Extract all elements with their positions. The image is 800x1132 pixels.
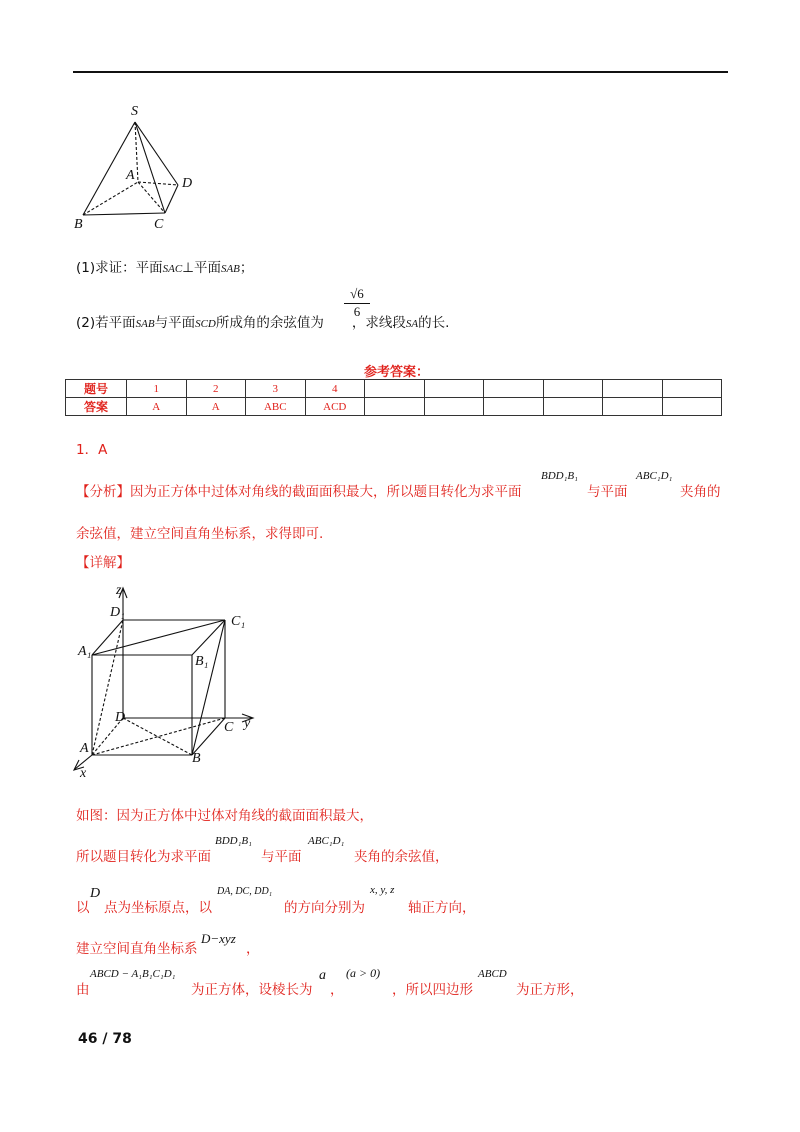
- number-cell: 3: [246, 380, 306, 398]
- para2-text-c: 夹角的余弦值，: [354, 849, 449, 865]
- label-d: D: [115, 710, 126, 725]
- number-cell: [603, 380, 663, 398]
- page-number: 46 / 78: [78, 1031, 132, 1047]
- table-row: [66, 380, 722, 398]
- para3-math3: x, y, z: [370, 884, 395, 896]
- answer-table: [65, 379, 722, 416]
- para3-math2: DA, DC, DD₁: [217, 886, 273, 897]
- para5-math1: ABCD − A₁B₁C₁D₁: [90, 968, 176, 980]
- cosine-fraction: $\frac{√6}{6}$: [344, 286, 370, 320]
- label-s: S: [131, 104, 138, 119]
- number-cell: [543, 380, 603, 398]
- analysis-text3: 夹角的: [680, 484, 721, 500]
- analysis-line2: 余弦值，建立空间直角坐标系，求得即可.: [76, 526, 324, 542]
- solution-para3: 以: [76, 900, 90, 916]
- answer-cell: ABC: [246, 398, 306, 416]
- para5-math4: ABCD: [478, 968, 507, 980]
- number-cell: [484, 380, 544, 398]
- number-cell: [424, 380, 484, 398]
- para5-math2: a: [319, 968, 326, 983]
- header-cell: 题号: [66, 380, 127, 398]
- label-a: A: [126, 168, 135, 183]
- label-x: x: [80, 766, 87, 781]
- answer-cell: ACD: [305, 398, 365, 416]
- label-a1: A₁: [78, 644, 92, 659]
- detail-tag: 【详解】: [76, 555, 130, 571]
- para3-text-c: 的方向分别为: [284, 900, 365, 916]
- label-z: z: [116, 583, 122, 598]
- number-cell: [662, 380, 722, 398]
- question-part1: (1)求证：平面SAC⊥平面SAB；: [76, 260, 254, 276]
- answer-cell: [424, 398, 484, 416]
- number-cell: [365, 380, 425, 398]
- para4-text-b: ，: [246, 941, 260, 957]
- solution-item: 1．A: [76, 442, 108, 458]
- solution-para2: 所以题目转化为求平面: [76, 849, 211, 865]
- label-d: D: [182, 176, 193, 191]
- answer-cell: A: [186, 398, 246, 416]
- analysis-text2: 与平面: [587, 484, 628, 500]
- solution-para1: 如图：因为正方体中过体对角线的截面面积最大，: [76, 808, 373, 824]
- para2-math2: ABC₁D₁: [308, 835, 345, 847]
- number-cell: 2: [186, 380, 246, 398]
- label-d1: D₁: [110, 605, 125, 620]
- para3-math1: D: [90, 886, 101, 901]
- answer-cell: [603, 398, 663, 416]
- analysis-math2: ABC₁D₁: [636, 470, 673, 482]
- answer-cell: [365, 398, 425, 416]
- label-b1: B₁: [195, 654, 209, 669]
- header-cell: 答案: [66, 398, 127, 416]
- cube-figure: [70, 582, 270, 782]
- analysis-line1: 【分析】因为正方体中过体对角线的截面面积最大，所以题目转化为求平面: [76, 484, 522, 500]
- analysis-math1: BDD₁B₁: [541, 470, 578, 482]
- label-y: y: [244, 716, 251, 731]
- header-rule: [73, 71, 728, 73]
- label-b: B: [192, 751, 201, 766]
- label-c1: C₁: [231, 614, 246, 629]
- label-c: C: [154, 217, 164, 232]
- number-cell: 1: [127, 380, 187, 398]
- para5-text-b: 为正方体，设棱长为: [191, 982, 313, 998]
- para2-math1: BDD₁B₁: [215, 835, 252, 847]
- solution-para4: 建立空间直角坐标系: [76, 941, 198, 957]
- para5-text-c: ，: [330, 982, 344, 998]
- label-b: B: [74, 217, 83, 232]
- label-c: C: [224, 720, 234, 735]
- answer-cell: A: [127, 398, 187, 416]
- answers-title: 参考答案：: [364, 365, 430, 380]
- answer-cell: [662, 398, 722, 416]
- answer-cell: [484, 398, 544, 416]
- answer-cell: [543, 398, 603, 416]
- para2-text-b: 与平面: [261, 849, 302, 865]
- question-part2: (2)若平面SAB与平面SCD所成角的余弦值为 ，求线段SA的长.: [76, 315, 450, 331]
- para3-text-d: 轴正方向，: [408, 900, 476, 916]
- para3-text-b: 点为坐标原点，以: [104, 900, 212, 916]
- pyramid-figure: [70, 100, 210, 240]
- para5-text-d: ，所以四边形: [392, 982, 473, 998]
- para5-math3: (a > 0): [346, 966, 381, 980]
- para4-math: D−xyz: [201, 931, 236, 946]
- label-a: A: [80, 741, 89, 756]
- table-row: [66, 398, 722, 416]
- para5-text-e: 为正方形，: [516, 982, 584, 998]
- number-cell: 4: [305, 380, 365, 398]
- solution-para5: 由: [76, 982, 90, 998]
